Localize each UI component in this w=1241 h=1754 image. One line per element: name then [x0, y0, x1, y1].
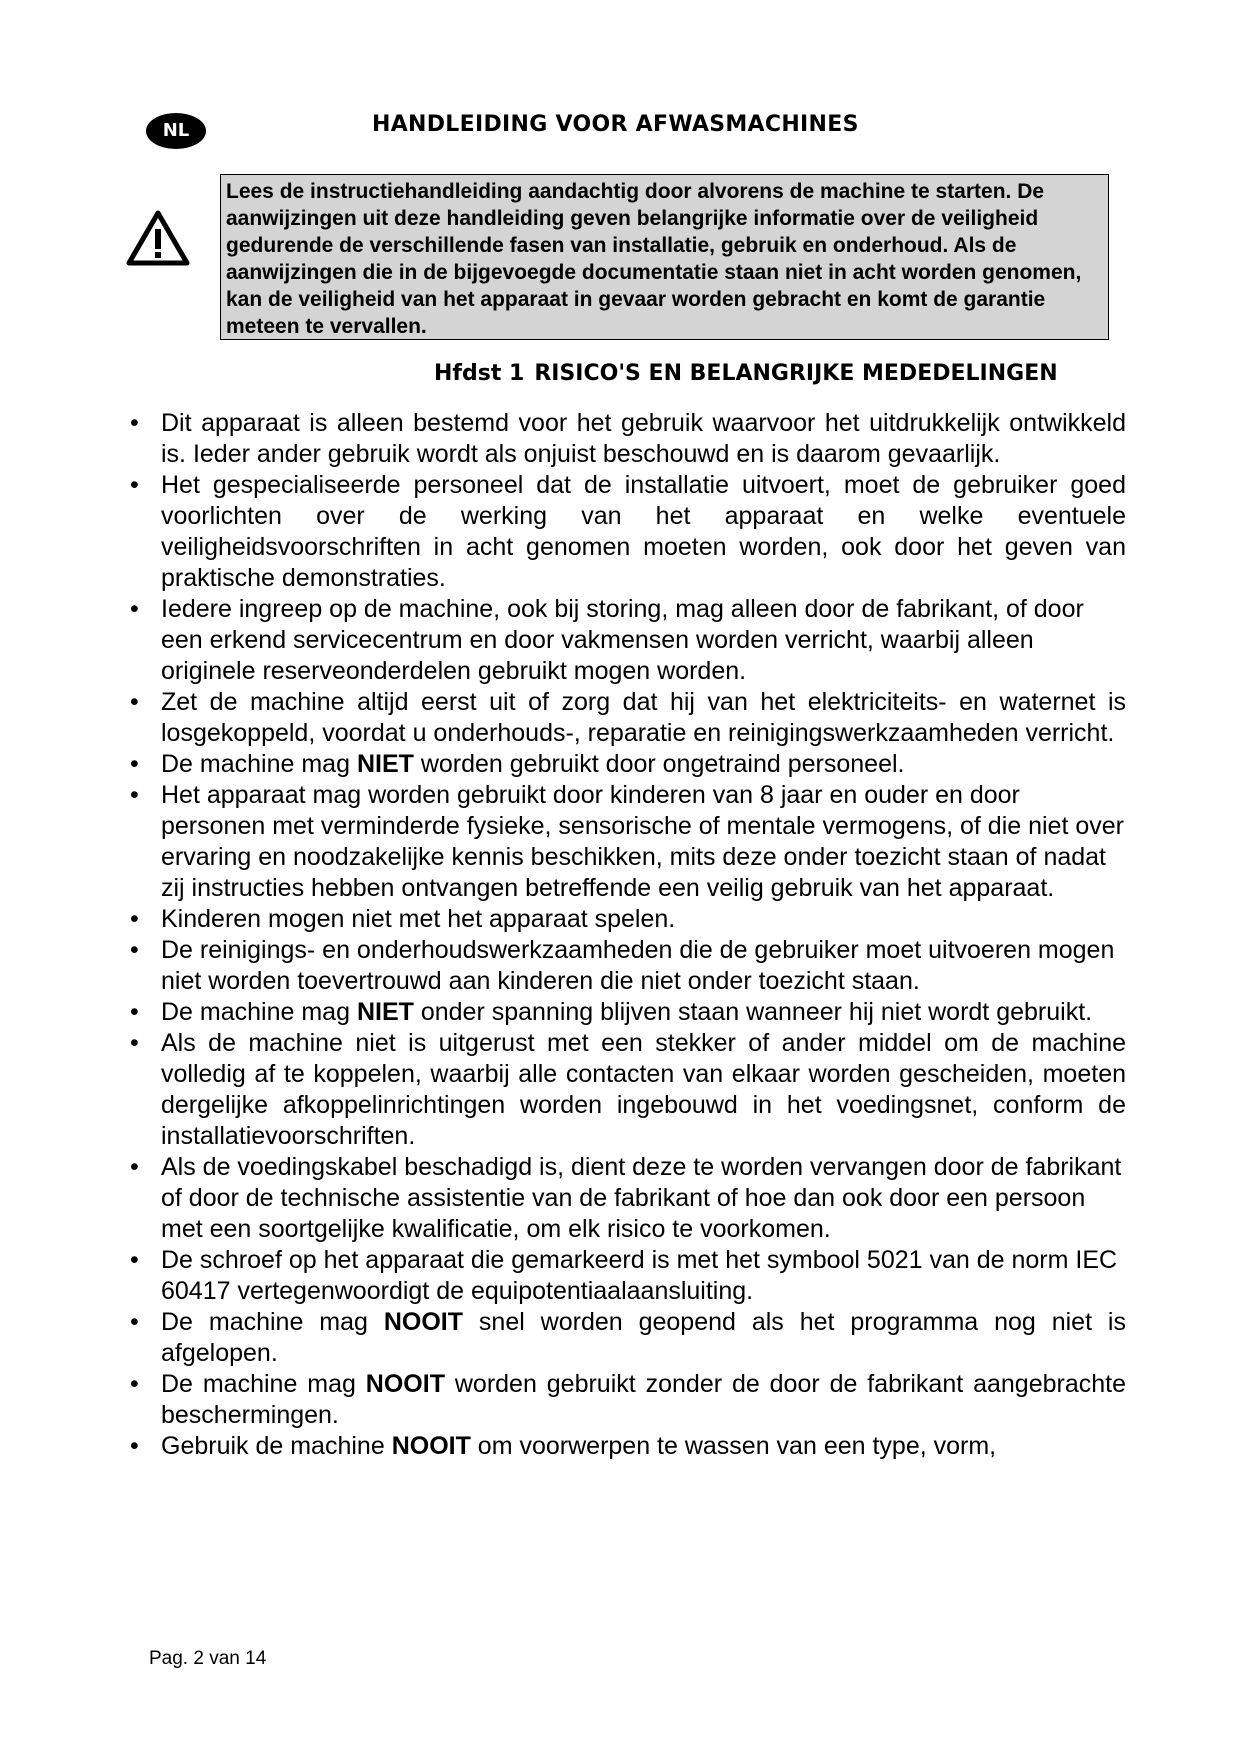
rule-text: Als de voedingskabel beschadigd is, dient deze te worden vervangen door de fabrikant of door de technische assistentie van de fabrikant of hoe dan ook door een persoon met een soortgelijke kwalificatie, om elk risico te voorkomen.	[161, 1153, 1122, 1243]
rule-text: worden gebruikt zonder de door de fabrikant aangebrachte beschermingen.	[161, 1370, 1126, 1429]
safety-rules-list	[120, 408, 1126, 1462]
chapter-title: RISICO'S EN BELANGRIJKE MEDEDELINGEN	[534, 361, 1058, 386]
rule-text: Dit apparaat is alleen bestemd voor het gebruik waarvoor het uitdrukkelijk ontwikkeld is. Ieder ander gebruik wordt als onjuist beschouwd en is daarom gevaarlijk.	[161, 409, 1126, 468]
rule-emphasis: NIET	[356, 998, 414, 1026]
warning-box: Lees de instructiehandleiding aandachtig door alvorens de machine te starten. De aanwijzingen uit deze handleiding geven belangrijke informatie over de veiligheid gedurende de verschillende fasen van installatie, gebruik en onderhoud. Als de aanwijzingen die in de bijgevoegde documentatie staan niet in acht worden genomen, kan de veiligheid van het apparaat in gevaar worden gebracht en komt de garantie meteen te vervallen.	[220, 174, 1109, 340]
rule-text: Het gespecialiseerde personeel dat de installatie uitvoert, moet de gebruiker goed voorlichten over de werking van het apparaat en welke eventuele veiligheidsvoorschriften in acht genomen moeten worden, ook door het geven van praktische demonstraties.	[161, 471, 1126, 592]
rule-text: Als de machine niet is uitgerust met een stekker of ander middel om de machine volledig af te koppelen, waarbij alle contacten van elkaar worden gescheiden, moeten dergelijke afkoppelinrichtingen worden ingebouwd in het voedingsnet, conform de installatievoorschriften.	[161, 1029, 1126, 1150]
rule-text: onder spanning blijven staan wanneer hij niet wordt gebruikt.	[413, 998, 1093, 1026]
rule-text: Het apparaat mag worden gebruikt door kinderen van 8 jaar en ouder en door personen met verminderde fysieke, sensorische of mentale vermogens, of die niet over ervaring en noodzakelijke kennis beschikken, mits deze onder toezicht staan of nadat zij instructies hebben ontvangen betreffende een veilig gebruik van het apparaat.	[161, 781, 1124, 902]
rule-text: Zet de machine altijd eerst uit of zorg dat hij van het elektriciteits- en waternet is losgekoppeld, voordat u onderhouds-, reparatie en reinigingswerkzaamheden verricht.	[161, 688, 1126, 747]
rule-text: Gebruik de machine	[161, 1432, 392, 1460]
rule-text: De machine mag	[161, 1370, 366, 1398]
list-item	[120, 594, 1126, 687]
list-item	[120, 1431, 1126, 1462]
list-item	[120, 749, 1126, 780]
list-item	[120, 1245, 1126, 1307]
list-item	[120, 1307, 1126, 1369]
warning-triangle-icon	[126, 210, 190, 266]
document-title: HANDLEIDING VOOR AFWASMACHINES	[372, 112, 859, 137]
rule-text: snel worden geopend als het programma nog niet is afgelopen.	[161, 1308, 1126, 1367]
page-number: Pag. 2 van 14	[149, 1648, 267, 1669]
rule-emphasis: NIET	[356, 750, 414, 778]
list-item	[120, 904, 1126, 935]
list-item	[120, 935, 1126, 997]
rule-emphasis: NOOIT	[391, 1432, 471, 1460]
list-item	[120, 687, 1126, 749]
rule-emphasis: NOOIT	[383, 1308, 463, 1336]
list-item	[120, 1152, 1126, 1245]
rule-text: De schroef op het apparaat die gemarkeerd is met het symbool 5021 van de norm IEC 60417 vertegenwoordigt de equipotentiaalaansluiting.	[161, 1246, 1118, 1305]
language-badge: NL	[146, 113, 206, 149]
list-item	[120, 780, 1126, 904]
rule-text: De machine mag	[161, 750, 357, 778]
rule-text: De machine mag	[161, 998, 357, 1026]
chapter-number: Hfdst 1	[434, 361, 525, 386]
list-item	[120, 1028, 1126, 1152]
list-item	[120, 997, 1126, 1028]
chapter-heading	[434, 361, 1058, 386]
rule-text: Kinderen mogen niet met het apparaat spelen.	[161, 905, 676, 933]
rule-text: worden gebruikt door ongetraind personeel.	[413, 750, 905, 778]
rule-emphasis: NOOIT	[365, 1370, 445, 1398]
rule-text: De reinigings- en onderhoudswerkzaamheden die de gebruiker moet uitvoeren mogen niet worden toevertrouwd aan kinderen die niet onder toezicht staan.	[161, 936, 1115, 995]
list-item	[120, 1369, 1126, 1431]
list-item	[120, 470, 1126, 594]
list-item	[120, 408, 1126, 470]
rule-text: om voorwerpen te wassen van een type, vorm,	[470, 1432, 997, 1460]
rule-text: Iedere ingreep op de machine, ook bij storing, mag alleen door de fabrikant, of door een erkend servicecentrum en door vakmensen worden verricht, waarbij alleen originele reserveonderdelen gebruikt mogen worden.	[161, 595, 1084, 685]
rule-text: De machine mag	[161, 1308, 384, 1336]
